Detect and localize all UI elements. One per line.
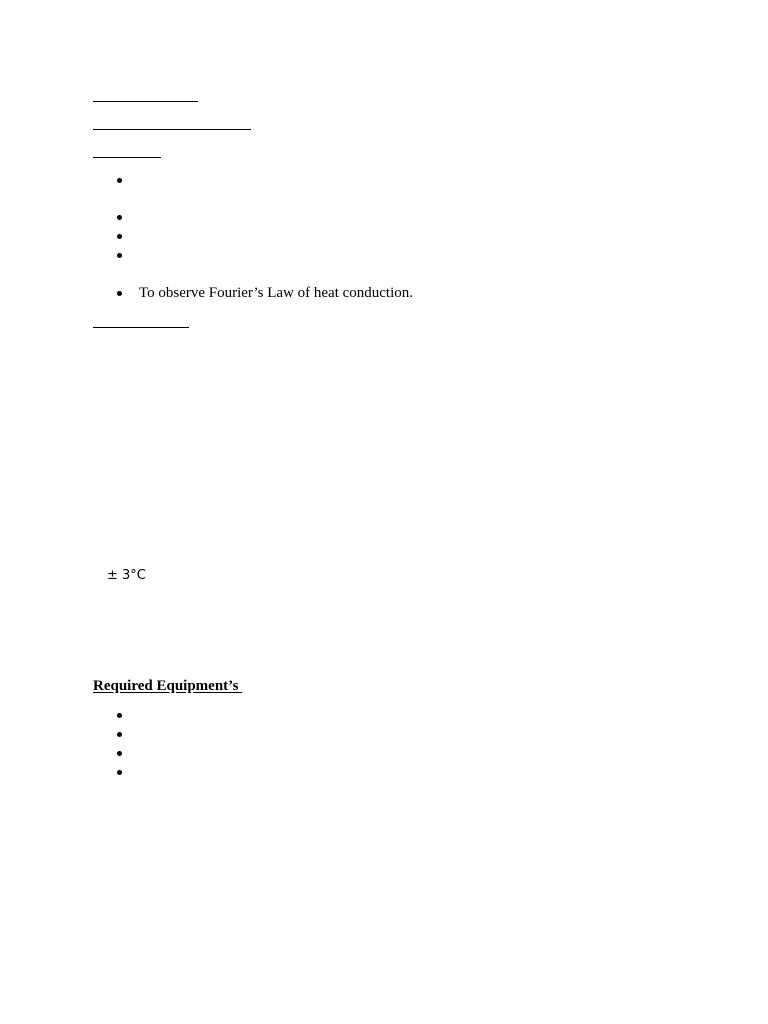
- objective-item: To observe Fourier’s Law of heat conduction.: [139, 285, 414, 301]
- bullet-icon: [117, 253, 122, 258]
- theory-heading-rule: [93, 327, 189, 328]
- heading-rule-1: [93, 101, 198, 102]
- equipment-heading: Required Equipment’s: [93, 678, 243, 694]
- bullet-icon: [117, 770, 122, 775]
- objectives-heading-rule: [93, 157, 161, 158]
- bullet-icon: [117, 713, 122, 718]
- bullet-icon: [117, 732, 122, 737]
- bullet-icon: [117, 178, 122, 183]
- bullet-icon: [117, 215, 122, 220]
- tolerance-value: ± 3°C: [107, 568, 146, 583]
- heading-rule-2: [93, 129, 251, 130]
- bullet-icon: [117, 751, 122, 756]
- bullet-icon: [117, 234, 122, 239]
- bullet-icon: [117, 291, 122, 296]
